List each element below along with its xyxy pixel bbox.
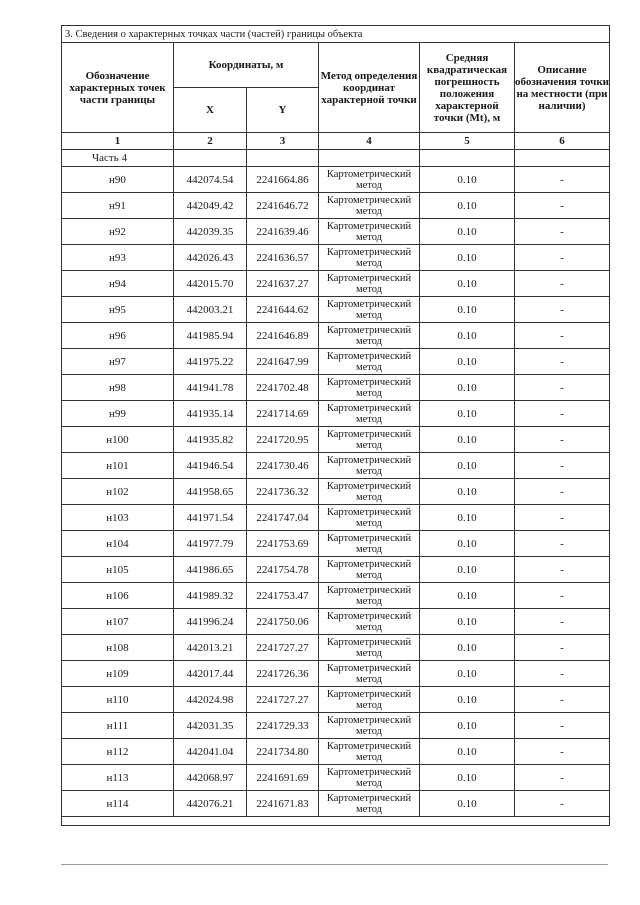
point-designation: н104 [62,531,174,557]
point-designation: н96 [62,323,174,349]
error-value: 0.10 [420,219,515,245]
coord-y: 2241720.95 [247,427,319,453]
method: Картометрический метод [319,609,420,635]
table-row [62,453,610,479]
point-designation: н107 [62,609,174,635]
error-value: 0.10 [420,323,515,349]
method: Картометрический метод [319,687,420,713]
point-designation: н112 [62,739,174,765]
coord-y: 2241639.46 [247,219,319,245]
point-description: - [515,583,610,609]
coord-x: 442068.97 [174,765,247,791]
coord-x: 442049.42 [174,193,247,219]
coord-x: 442074.54 [174,167,247,193]
table-row [62,635,610,661]
coord-y: 2241747.04 [247,505,319,531]
point-designation: н98 [62,375,174,401]
coord-y: 2241644.62 [247,297,319,323]
coord-x: 441996.24 [174,609,247,635]
coord-y: 2241734.80 [247,739,319,765]
column-number: 6 [515,133,610,150]
coord-x: 441986.65 [174,557,247,583]
coord-x: 441989.32 [174,583,247,609]
error-value: 0.10 [420,349,515,375]
column-number: 2 [174,133,247,150]
header-row-top [62,43,610,88]
point-description: - [515,765,610,791]
column-number: 3 [247,133,319,150]
method: Картометрический метод [319,765,420,791]
column-numbers-row [62,133,610,150]
table-row [62,479,610,505]
error-value: 0.10 [420,791,515,817]
coord-x: 442026.43 [174,245,247,271]
point-designation: н106 [62,583,174,609]
point-description: - [515,271,610,297]
point-designation: н99 [62,401,174,427]
coord-y: 2241729.33 [247,713,319,739]
point-description: - [515,661,610,687]
coord-x: 442039.35 [174,219,247,245]
point-designation: н108 [62,635,174,661]
point-designation: н93 [62,245,174,271]
method: Картометрический метод [319,557,420,583]
point-designation: н91 [62,193,174,219]
point-description: - [515,791,610,817]
table-body [62,26,610,826]
coord-y: 2241636.57 [247,245,319,271]
point-designation: н113 [62,765,174,791]
method: Картометрический метод [319,297,420,323]
method: Картометрический метод [319,427,420,453]
point-description: - [515,375,610,401]
coord-y: 2241753.47 [247,583,319,609]
coord-x: 441977.79 [174,531,247,557]
coord-y: 2241727.27 [247,635,319,661]
method: Картометрический метод [319,531,420,557]
coord-x: 442024.98 [174,687,247,713]
table-row [62,687,610,713]
coord-y: 2241702.48 [247,375,319,401]
header-description: Описание обозначения точки на местности (при наличии) [515,43,610,133]
header-method: Метод определения координат характерной точки [319,43,420,133]
error-value: 0.10 [420,479,515,505]
coord-x: 441935.82 [174,427,247,453]
coord-x: 441941.78 [174,375,247,401]
point-description: - [515,739,610,765]
method: Картометрический метод [319,401,420,427]
method: Картометрический метод [319,167,420,193]
table-row [62,661,610,687]
coord-x: 441975.22 [174,349,247,375]
point-description: - [515,427,610,453]
coord-y: 2241646.72 [247,193,319,219]
table-row [62,531,610,557]
table-row [62,583,610,609]
method: Картометрический метод [319,271,420,297]
error-value: 0.10 [420,713,515,739]
part-label: Часть 4 [62,150,174,167]
table-row [62,271,610,297]
method: Картометрический метод [319,713,420,739]
coord-x: 441985.94 [174,323,247,349]
method: Картометрический метод [319,453,420,479]
point-description: - [515,687,610,713]
error-value: 0.10 [420,245,515,271]
table-end-row [62,817,610,826]
point-description: - [515,713,610,739]
coord-y: 2241664.86 [247,167,319,193]
error-value: 0.10 [420,193,515,219]
point-designation: н111 [62,713,174,739]
error-value: 0.10 [420,271,515,297]
coord-y: 2241646.89 [247,323,319,349]
point-description: - [515,609,610,635]
point-description: - [515,167,610,193]
coord-x: 442076.21 [174,791,247,817]
column-number: 5 [420,133,515,150]
header-coordinates: Координаты, м [174,43,319,88]
coord-y: 2241736.32 [247,479,319,505]
coord-y: 2241730.46 [247,453,319,479]
point-designation: н97 [62,349,174,375]
section-title: 3. Сведения о характерных точках части (частей) границы объекта [62,26,610,43]
table-row [62,713,610,739]
point-description: - [515,479,610,505]
document-sheet [61,25,609,826]
coord-y: 2241647.99 [247,349,319,375]
table-row [62,739,610,765]
table-row [62,193,610,219]
header-y: Y [247,88,319,133]
point-designation: н102 [62,479,174,505]
coord-x: 442015.70 [174,271,247,297]
error-value: 0.10 [420,505,515,531]
method: Картометрический метод [319,505,420,531]
method: Картометрический метод [319,219,420,245]
coord-x: 442031.35 [174,713,247,739]
table-row [62,375,610,401]
point-designation: н114 [62,791,174,817]
column-number: 4 [319,133,420,150]
coord-y: 2241750.06 [247,609,319,635]
coord-x: 441946.54 [174,453,247,479]
page-bottom-rule [61,864,608,865]
error-value: 0.10 [420,453,515,479]
error-value: 0.10 [420,635,515,661]
point-description: - [515,453,610,479]
coord-x: 441971.54 [174,505,247,531]
table-row [62,401,610,427]
error-value: 0.10 [420,583,515,609]
table-row [62,791,610,817]
method: Картометрический метод [319,791,420,817]
header-designation: Обозначение характерных точек части границы [62,43,174,133]
coord-x: 442041.04 [174,739,247,765]
point-description: - [515,323,610,349]
error-value: 0.10 [420,297,515,323]
table-row [62,557,610,583]
error-value: 0.10 [420,557,515,583]
coord-y: 2241671.83 [247,791,319,817]
error-value: 0.10 [420,739,515,765]
point-designation: н90 [62,167,174,193]
method: Картометрический метод [319,323,420,349]
error-value: 0.10 [420,531,515,557]
header-x: X [174,88,247,133]
coord-y: 2241753.69 [247,531,319,557]
table-row [62,167,610,193]
point-designation: н100 [62,427,174,453]
point-description: - [515,557,610,583]
coord-y: 2241727.27 [247,687,319,713]
method: Картометрический метод [319,375,420,401]
point-designation: н92 [62,219,174,245]
coord-y: 2241726.36 [247,661,319,687]
point-description: - [515,531,610,557]
error-value: 0.10 [420,401,515,427]
table-row [62,297,610,323]
coord-x: 441958.65 [174,479,247,505]
point-designation: н105 [62,557,174,583]
method: Картометрический метод [319,245,420,271]
method: Картометрический метод [319,661,420,687]
coord-y: 2241637.27 [247,271,319,297]
point-designation: н94 [62,271,174,297]
section-title-row [62,26,610,43]
method: Картометрический метод [319,739,420,765]
point-designation: н101 [62,453,174,479]
coord-y: 2241754.78 [247,557,319,583]
point-description: - [515,245,610,271]
table-row [62,323,610,349]
part-row [62,150,610,167]
point-description: - [515,401,610,427]
point-description: - [515,349,610,375]
error-value: 0.10 [420,765,515,791]
point-designation: н95 [62,297,174,323]
point-description: - [515,505,610,531]
error-value: 0.10 [420,427,515,453]
coord-y: 2241691.69 [247,765,319,791]
coord-y: 2241714.69 [247,401,319,427]
error-value: 0.10 [420,687,515,713]
coord-x: 441935.14 [174,401,247,427]
point-description: - [515,297,610,323]
point-designation: н109 [62,661,174,687]
table-row [62,245,610,271]
point-description: - [515,193,610,219]
method: Картометрический метод [319,479,420,505]
error-value: 0.10 [420,375,515,401]
table-row [62,427,610,453]
method: Картометрический метод [319,349,420,375]
point-designation: н110 [62,687,174,713]
coord-x: 442017.44 [174,661,247,687]
coord-x: 442003.21 [174,297,247,323]
point-description: - [515,635,610,661]
table-row [62,219,610,245]
table-row [62,609,610,635]
point-designation: н103 [62,505,174,531]
table-row [62,505,610,531]
error-value: 0.10 [420,661,515,687]
method: Картометрический метод [319,193,420,219]
header-error: Средняя квадратическая погрешность положения характерной точки (Mt), м [420,43,515,133]
method: Картометрический метод [319,635,420,661]
boundary-points-table [61,25,610,826]
table-row [62,349,610,375]
method: Картометрический метод [319,583,420,609]
error-value: 0.10 [420,609,515,635]
error-value: 0.10 [420,167,515,193]
coord-x: 442013.21 [174,635,247,661]
table-row [62,765,610,791]
column-number: 1 [62,133,174,150]
point-description: - [515,219,610,245]
